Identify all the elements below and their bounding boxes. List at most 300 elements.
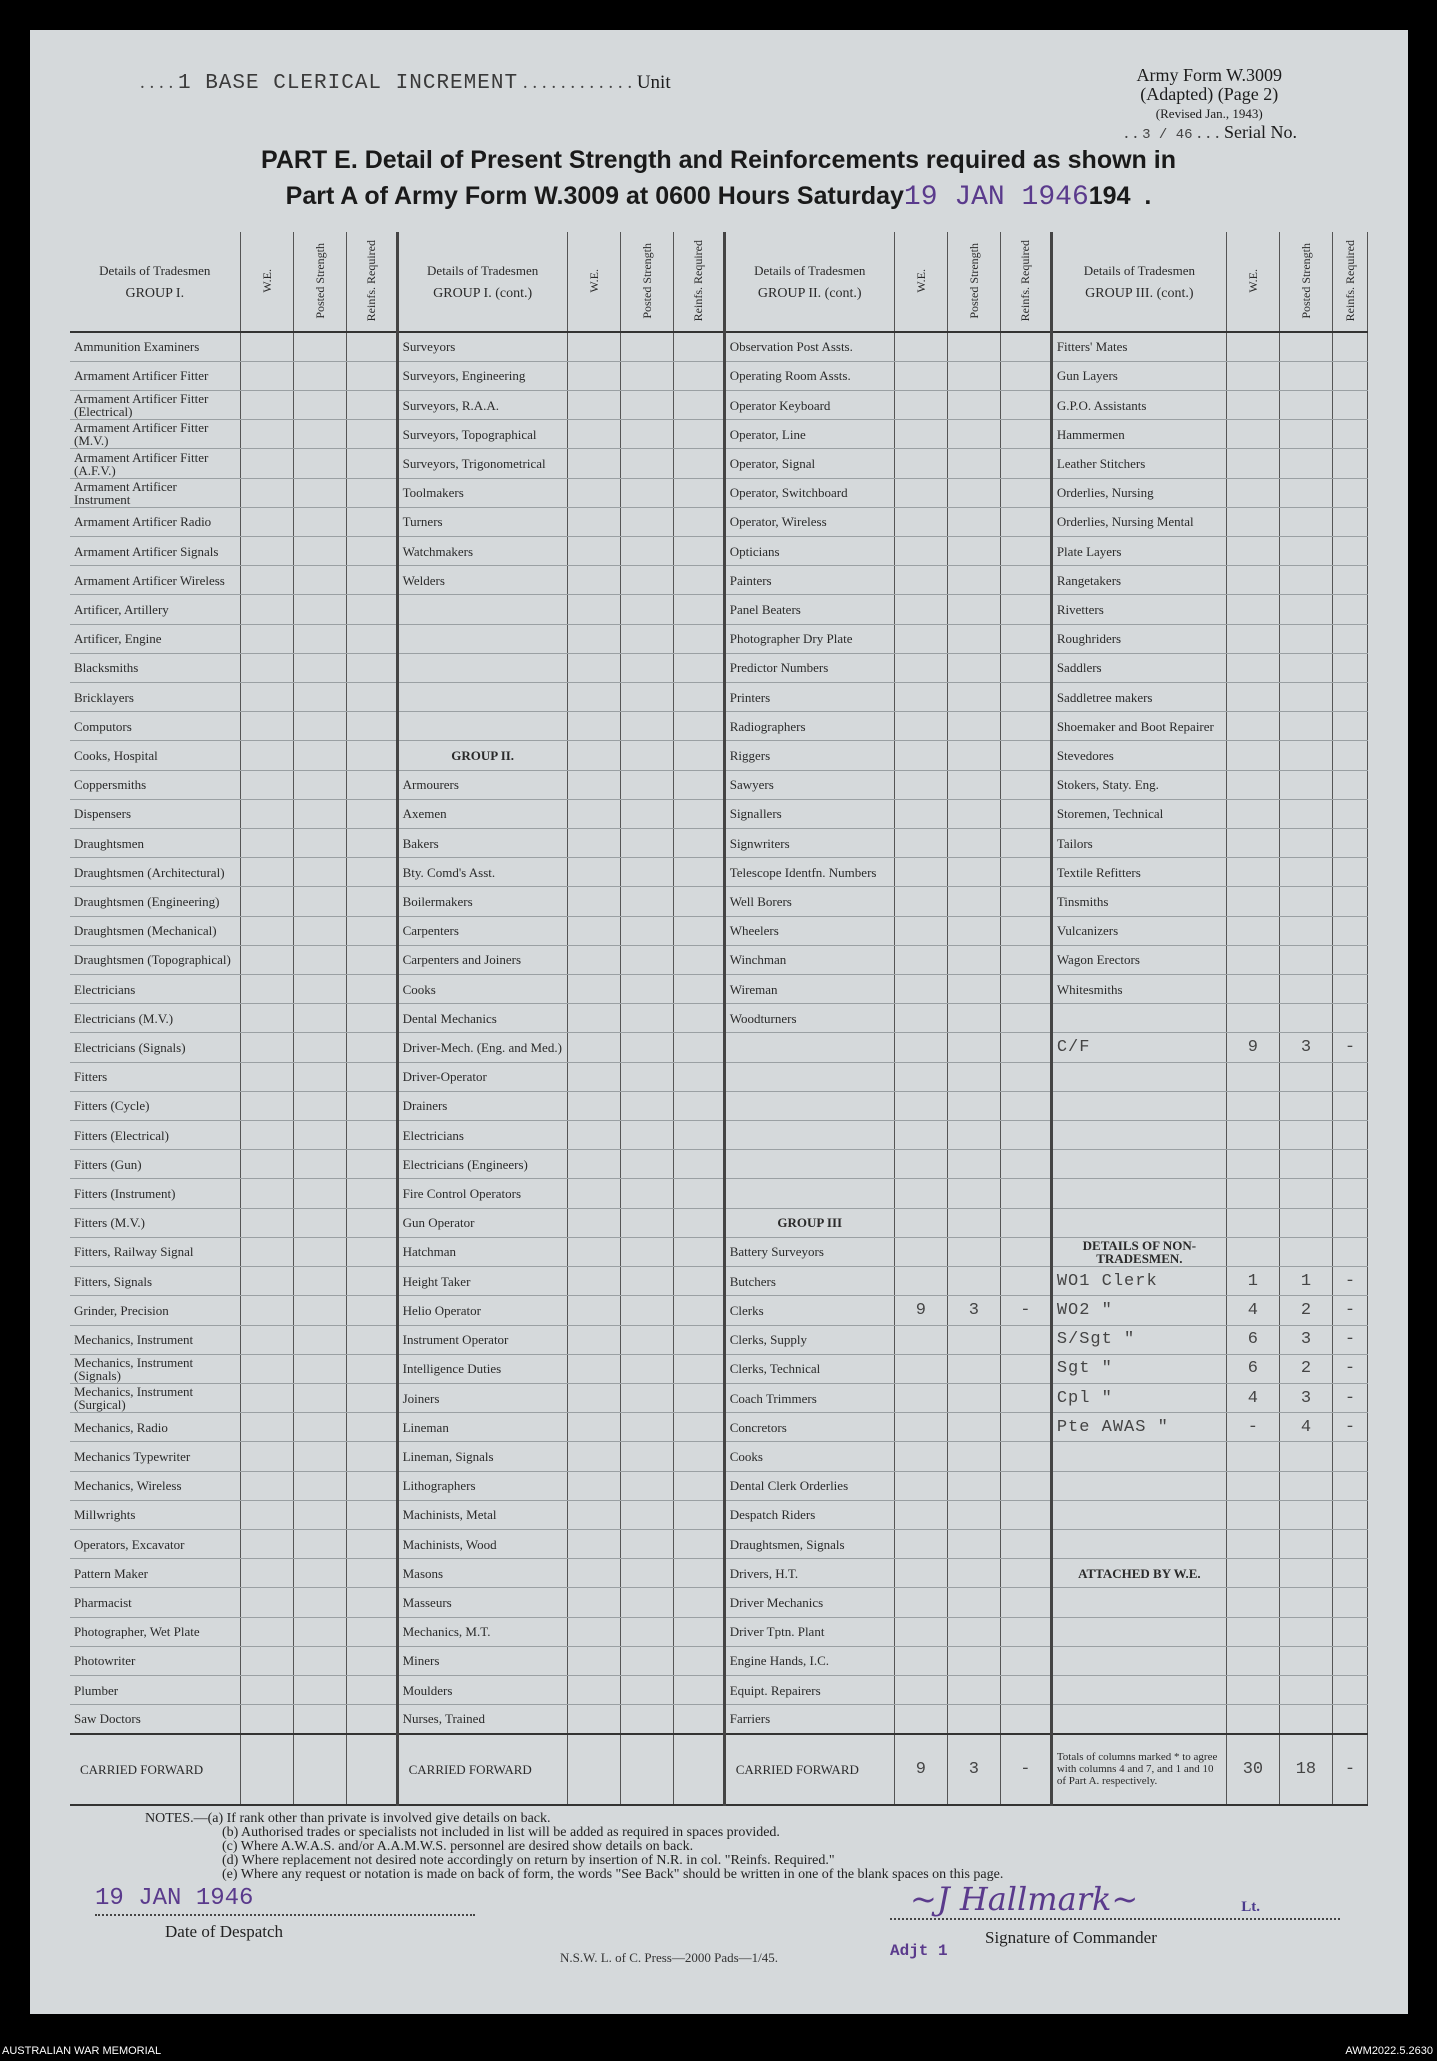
header-details-1 xyxy=(70,232,240,332)
table-row xyxy=(70,1325,1368,1354)
value-cell xyxy=(567,507,620,536)
trade-name: Saw Doctors xyxy=(70,1705,240,1734)
value-cell xyxy=(1226,770,1279,799)
value-cell: 3 xyxy=(1279,1325,1332,1354)
value-cell xyxy=(240,1121,293,1150)
value-cell xyxy=(1279,945,1332,974)
trade-name xyxy=(724,1179,894,1208)
trade-name: Signallers xyxy=(724,799,894,828)
value-cell xyxy=(240,1179,293,1208)
value-cell xyxy=(1226,1091,1279,1120)
note-a: NOTES.—(a) If rank other than private is involved give details on back. xyxy=(145,1811,551,1826)
value-cell xyxy=(947,1529,1000,1558)
value-cell xyxy=(894,624,947,653)
table-row xyxy=(70,770,1368,799)
value-cell xyxy=(346,712,397,741)
trade-name: Vulcanizers xyxy=(1051,916,1226,945)
value-cell xyxy=(1000,1179,1051,1208)
value-cell xyxy=(1000,420,1051,449)
value-cell xyxy=(894,887,947,916)
trade-name: Signwriters xyxy=(724,829,894,858)
value-cell xyxy=(293,1675,346,1704)
value-cell xyxy=(620,1442,673,1471)
reinfs-label: Reinfs. Required xyxy=(1342,239,1357,322)
value-cell xyxy=(240,741,293,770)
value-cell xyxy=(620,1529,673,1558)
trade-name: G.P.O. Assistants xyxy=(1051,391,1226,420)
value-cell xyxy=(240,1062,293,1091)
value-cell xyxy=(1000,1267,1051,1296)
serial-label: Serial No. xyxy=(1224,122,1297,142)
value-cell xyxy=(947,975,1000,1004)
value-cell xyxy=(240,916,293,945)
value-cell xyxy=(1226,975,1279,1004)
value-cell xyxy=(894,1646,947,1675)
value-cell xyxy=(673,507,724,536)
value-cell xyxy=(567,1354,620,1383)
value-cell xyxy=(346,1529,397,1558)
value-cell xyxy=(567,478,620,507)
value-cell xyxy=(567,1617,620,1646)
value-cell xyxy=(240,1325,293,1354)
value-cell xyxy=(947,1208,1000,1237)
trade-name: Equipt. Repairers xyxy=(724,1675,894,1704)
we-label: W.E. xyxy=(913,268,928,293)
value-cell: - xyxy=(1332,1033,1367,1062)
header-we xyxy=(567,232,620,332)
value-cell xyxy=(673,799,724,828)
value-cell xyxy=(567,1033,620,1062)
value-cell xyxy=(894,1208,947,1237)
value-cell xyxy=(1332,1179,1367,1208)
value-cell xyxy=(1279,1004,1332,1033)
value-cell xyxy=(947,1121,1000,1150)
value-cell xyxy=(947,1705,1000,1734)
table-row xyxy=(70,1208,1368,1237)
value-cell xyxy=(673,1237,724,1266)
value-cell xyxy=(293,1033,346,1062)
value-cell xyxy=(346,1004,397,1033)
value-cell xyxy=(1000,975,1051,1004)
value-cell xyxy=(293,1705,346,1734)
value-cell xyxy=(293,1413,346,1442)
press-imprint: N.S.W. L. of C. Press—2000 Pads—1/45. xyxy=(560,1950,779,1965)
value-cell xyxy=(894,1062,947,1091)
value-cell xyxy=(947,1675,1000,1704)
trade-name xyxy=(1051,1179,1226,1208)
trade-name: Electricians xyxy=(397,1121,567,1150)
value-cell xyxy=(894,1529,947,1558)
trade-name: Mechanics, Wireless xyxy=(70,1471,240,1500)
value-cell xyxy=(1000,916,1051,945)
value-cell xyxy=(293,1296,346,1325)
value-cell xyxy=(894,566,947,595)
value-cell xyxy=(1226,829,1279,858)
signature-block xyxy=(890,1880,1340,1960)
header-posted xyxy=(947,232,1000,332)
trade-name: Plumber xyxy=(70,1675,240,1704)
trade-name: Draughtsmen (Architectural) xyxy=(70,858,240,887)
trade-name: Clerks xyxy=(724,1296,894,1325)
value-cell xyxy=(346,1062,397,1091)
trade-name: Stevedores xyxy=(1051,741,1226,770)
value-cell xyxy=(1332,478,1367,507)
value-cell xyxy=(947,361,1000,390)
value-cell xyxy=(293,1500,346,1529)
value-cell xyxy=(947,712,1000,741)
details-heading: Details of Tradesmen xyxy=(427,262,539,278)
archive-name: AUSTRALIAN WAR MEMORIAL xyxy=(2,2045,162,2057)
value-cell xyxy=(947,1383,1000,1412)
trade-name: WO2 " xyxy=(1051,1296,1226,1325)
value-cell xyxy=(1000,1646,1051,1675)
value-cell xyxy=(1226,449,1279,478)
value-cell xyxy=(1000,1383,1051,1412)
value-cell xyxy=(1279,537,1332,566)
trade-name: Boilermakers xyxy=(397,887,567,916)
header-details-2 xyxy=(397,232,567,332)
value-cell xyxy=(673,1121,724,1150)
value-cell xyxy=(240,1588,293,1617)
value-cell xyxy=(1279,449,1332,478)
value-cell xyxy=(1332,916,1367,945)
carried-forward-label: CARRIED FORWARD xyxy=(70,1734,240,1805)
value-cell xyxy=(567,332,620,361)
value-cell xyxy=(1332,624,1367,653)
value-cell xyxy=(673,683,724,712)
value-cell xyxy=(346,507,397,536)
value-cell xyxy=(346,361,397,390)
value-cell xyxy=(1332,1442,1367,1471)
value-cell xyxy=(293,1559,346,1588)
trade-name: Woodturners xyxy=(724,1004,894,1033)
table-row xyxy=(70,1646,1368,1675)
value-cell xyxy=(240,1646,293,1675)
trade-name: Rivetters xyxy=(1051,595,1226,624)
value-cell xyxy=(1226,1150,1279,1179)
value-cell: 3 xyxy=(1279,1383,1332,1412)
value-cell xyxy=(620,624,673,653)
value-cell xyxy=(1332,1617,1367,1646)
value-cell xyxy=(1226,1004,1279,1033)
value-cell xyxy=(1226,420,1279,449)
value-cell xyxy=(1000,1237,1051,1266)
value-cell xyxy=(240,712,293,741)
trade-name: Textile Refitters xyxy=(1051,858,1226,887)
table-row xyxy=(70,1121,1368,1150)
value-cell xyxy=(1226,741,1279,770)
trade-name xyxy=(1051,1121,1226,1150)
header-reinfs xyxy=(346,232,397,332)
value-cell xyxy=(894,1413,947,1442)
value-cell xyxy=(673,1062,724,1091)
value-cell xyxy=(1226,478,1279,507)
trade-name xyxy=(1051,1588,1226,1617)
carried-value: 9 xyxy=(894,1734,947,1805)
value-cell xyxy=(240,478,293,507)
value-cell xyxy=(1000,829,1051,858)
value-cell xyxy=(673,1354,724,1383)
value-cell xyxy=(947,566,1000,595)
value-cell xyxy=(346,1559,397,1588)
value-cell xyxy=(673,1500,724,1529)
value-cell xyxy=(894,741,947,770)
value-cell xyxy=(673,1383,724,1412)
value-cell xyxy=(346,332,397,361)
value-cell xyxy=(894,683,947,712)
value-cell xyxy=(673,332,724,361)
value-cell xyxy=(620,1705,673,1734)
value-cell xyxy=(1332,1471,1367,1500)
value-cell xyxy=(567,1383,620,1412)
value-cell xyxy=(1279,566,1332,595)
table-row xyxy=(70,1004,1368,1033)
trade-name xyxy=(724,1062,894,1091)
value-cell xyxy=(947,770,1000,799)
trade-name xyxy=(1051,1208,1226,1237)
value-cell xyxy=(346,1471,397,1500)
value-cell xyxy=(240,1413,293,1442)
value-cell xyxy=(240,420,293,449)
value-cell xyxy=(620,683,673,712)
value-cell xyxy=(1332,741,1367,770)
table-row xyxy=(70,449,1368,478)
trade-name: Coach Trimmers xyxy=(724,1383,894,1412)
trade-name: Opticians xyxy=(724,537,894,566)
trade-name: Moulders xyxy=(397,1675,567,1704)
title-prefix: Part A of Army Form W.3009 at 0600 Hours Saturday xyxy=(285,182,904,210)
value-cell xyxy=(673,537,724,566)
value-cell xyxy=(947,945,1000,974)
trade-name: Hammermen xyxy=(1051,420,1226,449)
trade-name: Artificer, Artillery xyxy=(70,595,240,624)
trade-name: Masons xyxy=(397,1559,567,1588)
value-cell xyxy=(1000,1208,1051,1237)
value-cell xyxy=(894,1004,947,1033)
table-row xyxy=(70,1413,1368,1442)
value-cell xyxy=(1279,1237,1332,1266)
value-cell xyxy=(620,566,673,595)
value-cell xyxy=(894,1442,947,1471)
trade-name xyxy=(1051,1471,1226,1500)
value-cell xyxy=(240,1033,293,1062)
value-cell xyxy=(673,1529,724,1558)
value-cell xyxy=(567,916,620,945)
value-cell xyxy=(1000,1033,1051,1062)
value-cell xyxy=(894,1091,947,1120)
value-cell xyxy=(1000,1529,1051,1558)
table-row xyxy=(70,1559,1368,1588)
trade-name: Electricians (Signals) xyxy=(70,1033,240,1062)
value-cell xyxy=(1332,1588,1367,1617)
value-cell xyxy=(1279,799,1332,828)
reinfs-label: Reinfs. Required xyxy=(1018,239,1033,322)
value-cell xyxy=(240,1237,293,1266)
value-cell xyxy=(673,1471,724,1500)
value-cell xyxy=(947,449,1000,478)
value-cell: - xyxy=(1226,1413,1279,1442)
value-cell xyxy=(1226,361,1279,390)
value-cell xyxy=(1000,1559,1051,1588)
value-cell xyxy=(293,712,346,741)
tradesmen-table xyxy=(70,232,1368,1806)
value-cell xyxy=(947,1617,1000,1646)
value-cell xyxy=(346,916,397,945)
value-cell xyxy=(567,1705,620,1734)
trade-name: Orderlies, Nursing xyxy=(1051,478,1226,507)
trade-name: GROUP III xyxy=(724,1208,894,1237)
trade-name: Surveyors, Engineering xyxy=(397,361,567,390)
value-cell xyxy=(1226,887,1279,916)
table-row xyxy=(70,887,1368,916)
value-cell xyxy=(894,653,947,682)
value-cell xyxy=(894,1267,947,1296)
value-cell xyxy=(346,1208,397,1237)
value-cell xyxy=(293,478,346,507)
value-cell xyxy=(1279,478,1332,507)
value-cell xyxy=(1279,1588,1332,1617)
value-cell xyxy=(1000,1121,1051,1150)
trade-name: Clerks, Supply xyxy=(724,1325,894,1354)
value-cell xyxy=(620,1325,673,1354)
table-row xyxy=(70,624,1368,653)
value-cell xyxy=(894,945,947,974)
trade-name: Dispensers xyxy=(70,799,240,828)
trade-name: Driver-Mech. (Eng. and Med.) xyxy=(397,1033,567,1062)
trade-name: C/F xyxy=(1051,1033,1226,1062)
value-cell xyxy=(620,1033,673,1062)
trade-name: Plate Layers xyxy=(1051,537,1226,566)
trade-name xyxy=(1051,1150,1226,1179)
value-cell xyxy=(894,799,947,828)
trade-name: Armament Artificer Radio xyxy=(70,507,240,536)
carried-value xyxy=(240,1734,293,1805)
value-cell xyxy=(1226,507,1279,536)
reinfs-label: Reinfs. Required xyxy=(691,239,706,322)
value-cell xyxy=(240,945,293,974)
trade-name: Armament Artificer Fitter (Electrical) xyxy=(70,391,240,420)
trade-name: Operator, Signal xyxy=(724,449,894,478)
value-cell xyxy=(1279,916,1332,945)
value-cell xyxy=(240,595,293,624)
value-cell xyxy=(1279,391,1332,420)
trade-name: Pattern Maker xyxy=(70,1559,240,1588)
value-cell xyxy=(1332,1237,1367,1266)
trade-name: Draughtsmen (Topographical) xyxy=(70,945,240,974)
value-cell xyxy=(567,595,620,624)
table-row xyxy=(70,420,1368,449)
trade-name: Despatch Riders xyxy=(724,1500,894,1529)
trade-name: Well Borers xyxy=(724,887,894,916)
value-cell xyxy=(1332,1529,1367,1558)
value-cell xyxy=(1000,332,1051,361)
value-cell xyxy=(947,420,1000,449)
trade-name: Armament Artificer Signals xyxy=(70,537,240,566)
value-cell xyxy=(673,391,724,420)
value-cell xyxy=(673,1588,724,1617)
value-cell xyxy=(947,1150,1000,1179)
value-cell xyxy=(346,1500,397,1529)
trade-name: Electricians xyxy=(70,975,240,1004)
value-cell xyxy=(240,1675,293,1704)
value-cell xyxy=(346,1267,397,1296)
value-cell xyxy=(346,537,397,566)
value-cell xyxy=(567,391,620,420)
totals-note: Totals of columns marked * to agree with columns 4 and 7, and 1 and 10 of Part A. respectively. xyxy=(1051,1734,1226,1805)
value-cell xyxy=(1332,683,1367,712)
value-cell xyxy=(1279,595,1332,624)
value-cell xyxy=(620,1617,673,1646)
value-cell xyxy=(346,478,397,507)
group-heading: GROUP III. (cont.) xyxy=(1085,285,1194,301)
value-cell xyxy=(620,1646,673,1675)
trade-name: Cooks xyxy=(397,975,567,1004)
trade-name: Radiographers xyxy=(724,712,894,741)
trade-name: Bakers xyxy=(397,829,567,858)
value-cell xyxy=(1000,624,1051,653)
value-cell xyxy=(567,1267,620,1296)
value-cell xyxy=(894,595,947,624)
header-we xyxy=(240,232,293,332)
posted-label: Posted Strength xyxy=(312,242,327,319)
trade-name xyxy=(1051,1091,1226,1120)
value-cell xyxy=(240,799,293,828)
value-cell xyxy=(673,1705,724,1734)
trade-name: Orderlies, Nursing Mental xyxy=(1051,507,1226,536)
value-cell xyxy=(567,1413,620,1442)
adjutant-stamp: Adjt 1 xyxy=(890,1942,948,1960)
value-cell xyxy=(1332,449,1367,478)
value-cell xyxy=(567,1237,620,1266)
trade-name: Fitters (Electrical) xyxy=(70,1121,240,1150)
value-cell xyxy=(947,391,1000,420)
value-cell xyxy=(1000,887,1051,916)
value-cell xyxy=(1332,1646,1367,1675)
trade-name: Ammunition Examiners xyxy=(70,332,240,361)
table-row xyxy=(70,361,1368,390)
value-cell xyxy=(947,1325,1000,1354)
value-cell xyxy=(1000,566,1051,595)
value-cell xyxy=(240,332,293,361)
value-cell xyxy=(1279,1091,1332,1120)
value-cell xyxy=(947,1471,1000,1500)
value-cell xyxy=(1332,361,1367,390)
value-cell xyxy=(620,887,673,916)
value-cell xyxy=(1279,712,1332,741)
trade-name: Toolmakers xyxy=(397,478,567,507)
value-cell xyxy=(1000,361,1051,390)
trade-name xyxy=(1051,1646,1226,1675)
value-cell xyxy=(240,537,293,566)
trade-name: Draughtsmen, Signals xyxy=(724,1529,894,1558)
value-cell xyxy=(620,1413,673,1442)
despatch-stamp: 19 JAN 1946 xyxy=(95,1885,254,1912)
value-cell xyxy=(620,1091,673,1120)
trade-name: Operating Room Assts. xyxy=(724,361,894,390)
value-cell xyxy=(240,566,293,595)
value-cell xyxy=(240,361,293,390)
trade-name: Shoemaker and Boot Repairer xyxy=(1051,712,1226,741)
value-cell xyxy=(1279,858,1332,887)
value-cell xyxy=(1226,537,1279,566)
value-cell xyxy=(673,653,724,682)
carried-value: 18 xyxy=(1279,1734,1332,1805)
value-cell xyxy=(1279,1529,1332,1558)
value-cell xyxy=(1332,1705,1367,1734)
value-cell xyxy=(947,1091,1000,1120)
value-cell xyxy=(346,566,397,595)
value-cell xyxy=(1000,1442,1051,1471)
